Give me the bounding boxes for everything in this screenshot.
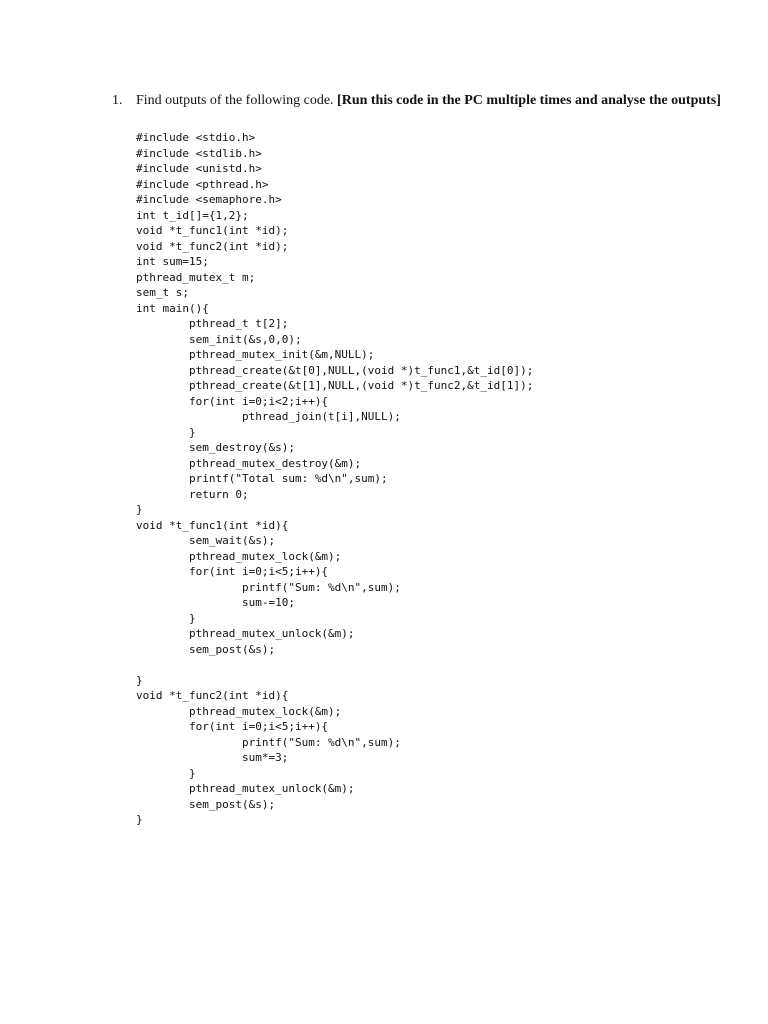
code-line: pthread_mutex_lock(&m); — [136, 549, 342, 563]
code-line: pthread_create(&t[1],NULL,(void *)t_func2,&t_id[1]); — [136, 379, 534, 392]
code-line: } — [136, 673, 143, 687]
code-line: printf("Sum: %d\n",sum); — [136, 735, 401, 749]
code-line: pthread_t t[2]; — [136, 317, 289, 330]
code-line: int t_id[]={1,2}; — [136, 208, 249, 222]
code-line: pthread_join(t[i],NULL); — [136, 410, 401, 423]
code-line: for(int i=0;i<5;i++){ — [136, 565, 329, 578]
code-line: pthread_mutex_destroy(&m); — [136, 456, 362, 470]
code-line: } — [136, 766, 196, 780]
code-line: } — [136, 503, 143, 516]
code-line — [136, 657, 533, 673]
question-text: Find outputs of the following code. — [136, 93, 338, 108]
code-line: #include <semaphore.h> — [136, 193, 282, 206]
question-heading — [112, 92, 732, 110]
code-line: #include <stdio.h> — [136, 131, 256, 144]
code-line: printf("Sum: %d\n",sum); — [136, 580, 401, 594]
code-line: printf("Total sum: %d\n",sum); — [136, 472, 388, 485]
code-line: sum-=10; — [136, 596, 295, 609]
code-line: sum*=3; — [136, 751, 289, 764]
code-line: pthread_mutex_lock(&m); — [136, 704, 342, 718]
code-line: sem_post(&s); — [136, 797, 276, 811]
code-line: for(int i=0;i<2;i++){ — [136, 394, 329, 408]
code-line: #include <stdlib.h> — [136, 146, 262, 160]
question-instruction: [Run this code in the PC multiple times and analyse the outputs] — [337, 93, 721, 108]
code-line: return 0; — [136, 487, 249, 501]
code-line: pthread_mutex_t m; — [136, 270, 256, 284]
code-line: void *t_func2(int *id){ — [136, 689, 289, 702]
code-line: sem_init(&s,0,0); — [136, 332, 302, 346]
code-line: pthread_mutex_init(&m,NULL); — [136, 348, 375, 361]
code-line: sem_wait(&s); — [136, 534, 276, 547]
code-line: sem_destroy(&s); — [136, 441, 295, 454]
code-line: sem_t s; — [136, 286, 189, 299]
code-line: pthread_mutex_unlock(&m); — [136, 627, 355, 640]
code-line: int main(){ — [136, 301, 209, 315]
code-line: #include <pthread.h> — [136, 177, 269, 191]
code-line: pthread_create(&t[0],NULL,(void *)t_func1,&t_id[0]); — [136, 363, 534, 377]
code-line: void *t_func2(int *id); — [136, 239, 289, 253]
code-listing — [136, 130, 533, 828]
code-line: void *t_func1(int *id){ — [136, 518, 289, 532]
code-line: sem_post(&s); — [136, 642, 276, 656]
code-line: pthread_mutex_unlock(&m); — [136, 782, 355, 795]
code-line: #include <unistd.h> — [136, 162, 262, 175]
code-line: } — [136, 611, 196, 625]
code-line: void *t_func1(int *id); — [136, 224, 289, 237]
code-line: for(int i=0;i<5;i++){ — [136, 720, 329, 733]
question-number: 1. — [112, 93, 123, 108]
code-line: int sum=15; — [136, 255, 209, 268]
code-line: } — [136, 813, 143, 826]
code-line: } — [136, 425, 196, 439]
